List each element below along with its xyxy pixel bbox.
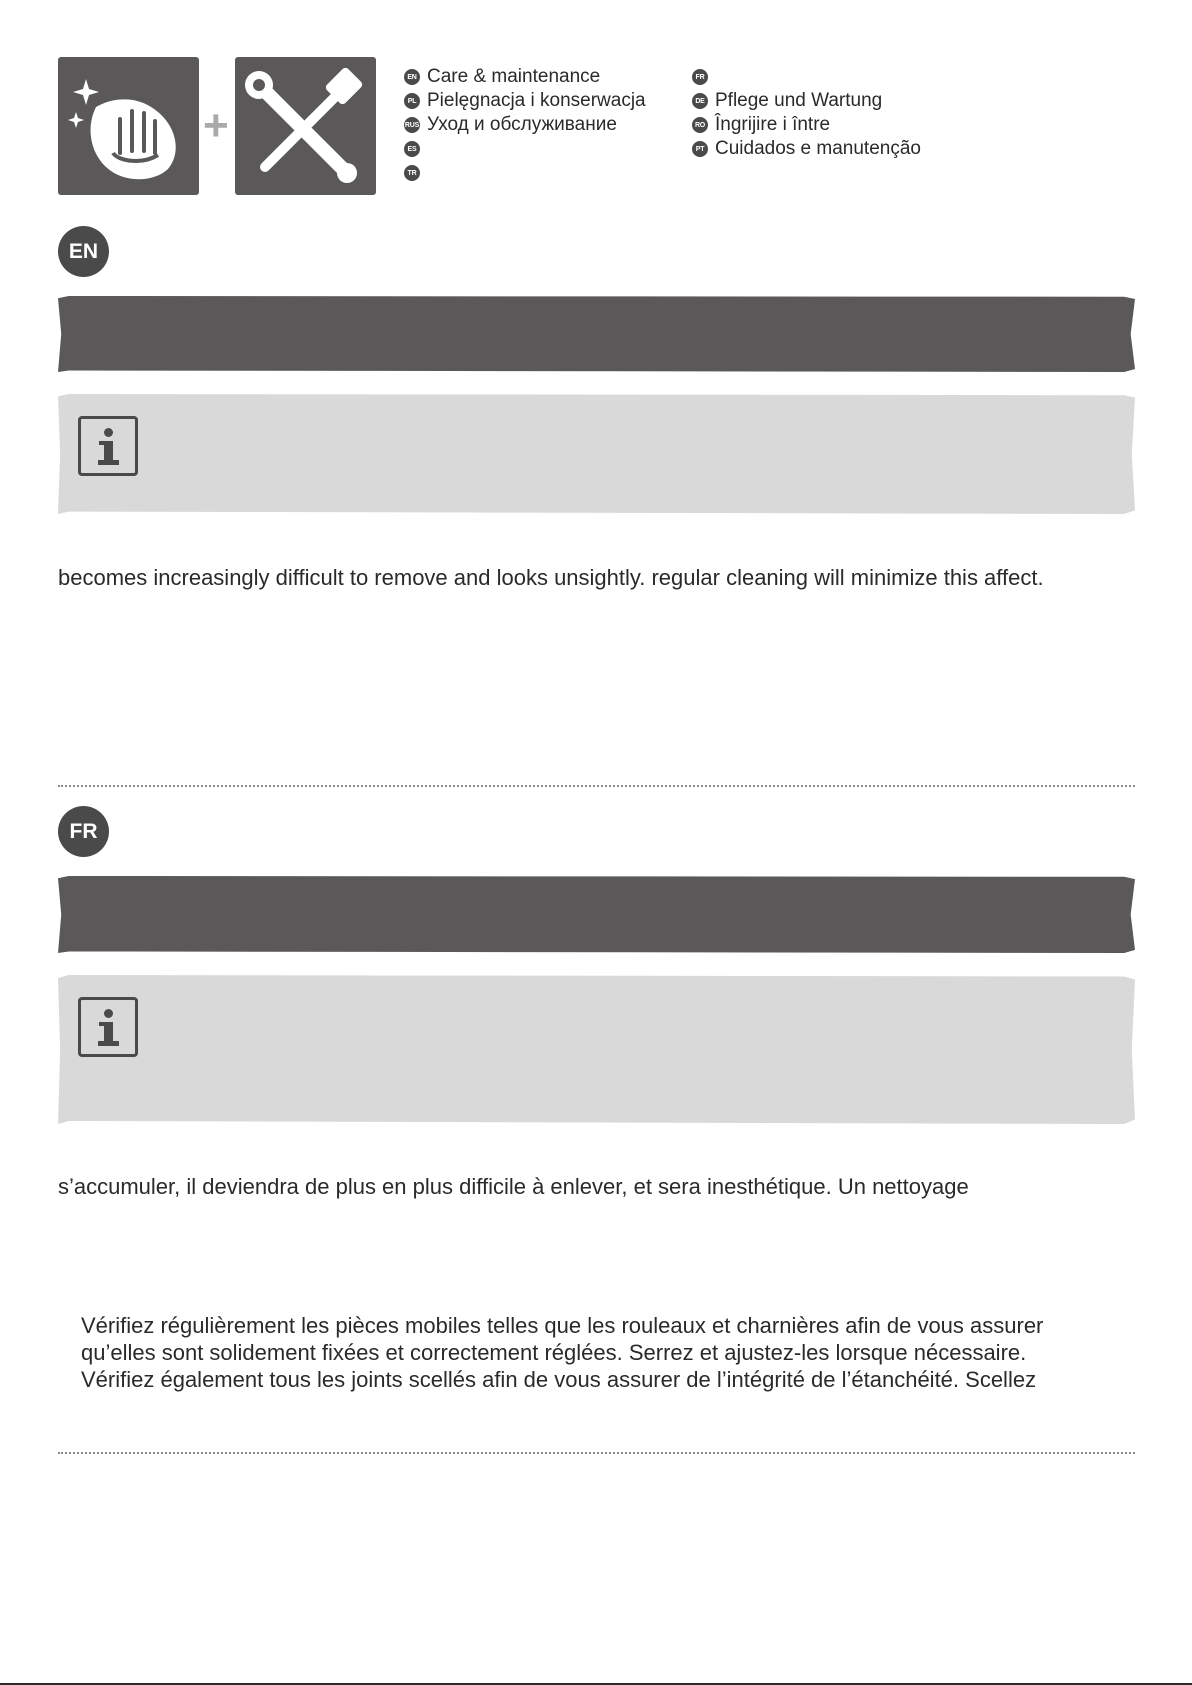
legend-label: Cuidados e manutenção [715, 138, 921, 159]
legend-label: Pielęgnacja i konserwacja [427, 90, 646, 111]
lang-badge: PL [404, 93, 420, 109]
list-text-line: Vérifiez également tous les joints scellés afin de vous assurer de l’intégrité de l’étanchéité. Scellez [81, 1367, 1037, 1392]
legend-label: Care & maintenance [427, 66, 601, 87]
legend-item-es [404, 138, 427, 160]
body-text-line: becomes increasingly difficult to remove and looks unsightly. regular cleaning will minimize this affect. [58, 565, 1044, 590]
legend-item-de [692, 90, 882, 112]
legend-item-pl [404, 90, 646, 112]
list-text-line: qu’elles sont solidement fixées et correctement réglées. Serrez et ajustez-les lorsque nécessaire. [81, 1340, 1027, 1365]
info-note-band [58, 394, 1135, 514]
lang-badge: EN [404, 69, 420, 85]
legend-label: Уход и обслуживание [427, 114, 617, 135]
section-divider [58, 785, 1135, 787]
section-title-band [58, 296, 1135, 372]
legend-item-fr [692, 66, 715, 88]
info-note-band [58, 975, 1135, 1124]
legend-item-tr [404, 162, 427, 184]
body-text-line: s’accumuler, il deviendra de plus en plus difficile à enlever, et sera inesthétique. Un nettoyage [58, 1174, 969, 1199]
cleaning-hand-sparkle-icon [58, 57, 199, 195]
lang-badge: RUS [404, 117, 420, 133]
tools-icon-box [235, 57, 376, 195]
plus-symbol: + [203, 101, 229, 150]
lang-badge: PT [692, 141, 708, 157]
legend-label: Îngrijire i între [715, 114, 831, 135]
section-badge-en: EN [58, 226, 109, 277]
legend-label: Pflege und Wartung [715, 90, 883, 111]
legend-item-en [404, 66, 600, 88]
lang-badge: TR [404, 165, 420, 181]
wrench-screwdriver-icon [235, 57, 376, 195]
lang-badge: DE [692, 93, 708, 109]
legend-item-ro [692, 114, 830, 136]
section-badge-fr: FR [58, 806, 109, 857]
section-title-band [58, 876, 1135, 953]
lang-badge: FR [692, 69, 708, 85]
care-icon-box [58, 57, 199, 195]
info-icon [78, 416, 138, 476]
section-divider [58, 1452, 1135, 1454]
legend-item-rus [404, 114, 617, 136]
list-text-line: Vérifiez régulièrement les pièces mobiles telles que les rouleaux et charnières afin de vous assurer [81, 1313, 1044, 1338]
legend-item-pt [692, 138, 921, 160]
lang-badge: RO [692, 117, 708, 133]
lang-badge: ES [404, 141, 420, 157]
info-icon [78, 997, 138, 1057]
